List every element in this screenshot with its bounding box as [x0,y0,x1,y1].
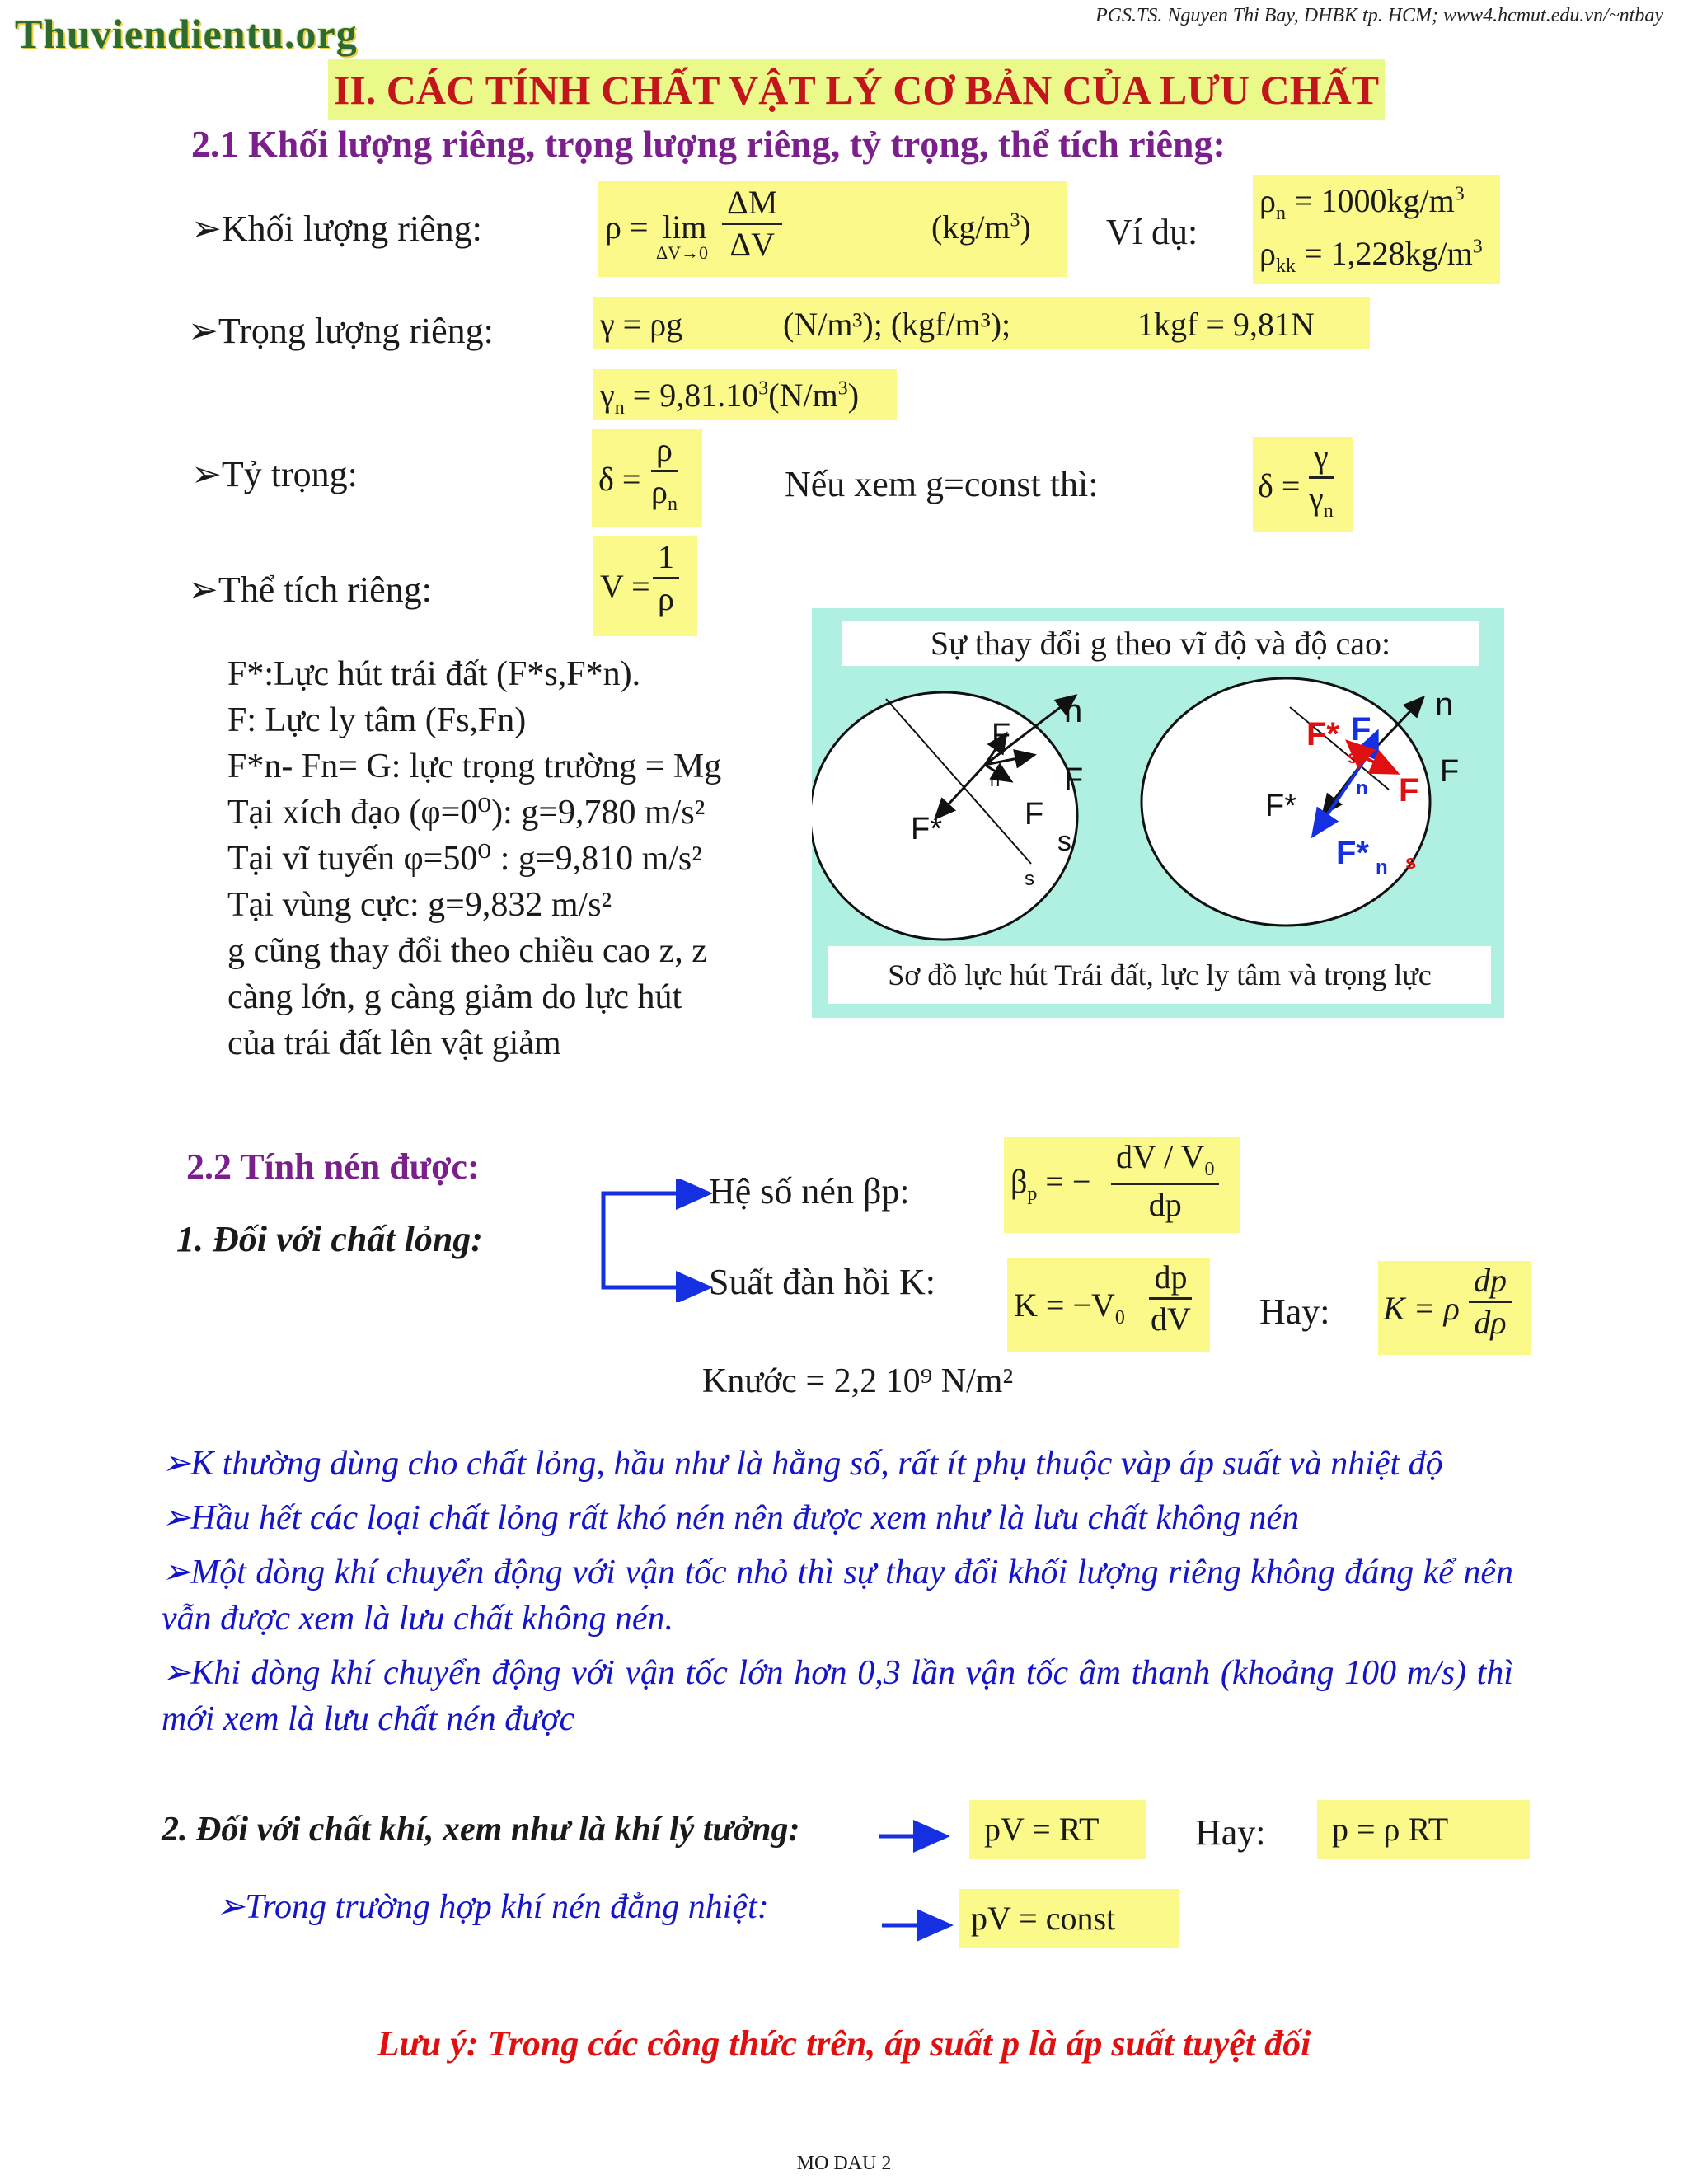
svg-text:s: s [1348,747,1358,767]
gravity-line: F*:Lực hút trái đất (F*s,F*n). [227,655,641,693]
water-bulk-modulus: Knước = 2,2 10⁹ N/m² [702,1362,1014,1400]
svg-text:n: n [1435,687,1454,723]
site-logo: Thuviendientu.org [15,11,358,57]
svg-text:F*: F* [1336,835,1369,871]
bullet-item: ➢K thường dùng cho chất lỏng, hầu như là hằng số, rất ít phụ thuộc vàp áp suất và nhiệt độ [162,1445,1443,1483]
author-credit: PGS.TS. Nguyen Thi Bay, DHBK tp. HCM; www4.hcmut.edu.vn/~ntbay [1095,5,1663,26]
earth-force-diagram [812,666,1504,946]
svg-text:n: n [1356,777,1368,799]
svg-text:s: s [1057,826,1071,857]
specific-weight-formula: γ = ρg (N/m³); (kgf/m³); 1kgf = 9,81N [593,297,1370,349]
svg-text:n: n [1376,856,1388,879]
svg-text:F: F [1399,772,1419,808]
gravity-line: g cũng thay đổi theo chiều cao z, z [227,932,707,970]
page-footer: MO DAU 2 [796,2153,892,2174]
svg-text:F: F [1440,754,1460,789]
svg-text:n: n [1064,693,1083,729]
svg-text:F*: F* [911,812,942,846]
gravity-line: càng lớn, g càng giảm do lực hút [227,978,682,1016]
specific-volume-formula: V = $\frac{1}{\rho}$ [593,536,697,636]
svg-text:F: F [1064,762,1084,797]
gravity-notes [227,651,721,1066]
gas-heading: 2. Đối với chất khí, xem như là khí lý tưởng: [162,1811,800,1849]
bullet-list [162,1441,1513,1742]
gravity-line: Tại xích đạo (φ=0⁰): g=9,780 m/s² [227,794,706,832]
isothermal-eq: pV = const [959,1889,1179,1948]
svg-text:F: F [1351,711,1372,748]
gravity-line: F*n- Fn= G: lực trọng trường = Mg [227,748,722,785]
compressibility-formula: $\beta_p$ = − $\frac{dV / V_0}{dp}$ [1004,1137,1240,1233]
liquid-heading: 1. Đối với chất lỏng: [176,1219,483,1259]
branch-bracket [600,1179,715,1302]
gravity-line: Tại vĩ tuyến φ=50⁰ : g=9,810 m/s² [227,840,702,878]
svg-text:F: F [1025,797,1044,832]
ideal-gas-eq: pV = RT [969,1800,1146,1859]
svg-text:F*: F* [1306,716,1339,752]
gravity-line: F: Lực ly tâm (Fs,Fn) [227,701,527,739]
specific-weight-label: ➢Trọng lượng riêng: [188,311,494,351]
svg-text:F: F [992,718,1011,752]
svg-text:F*: F* [1265,789,1296,823]
svg-text:s: s [1405,851,1417,874]
section-2-1-heading: 2.1 Khối lượng riêng, trọng lượng riêng, tỷ trọng, thể tích riêng: [191,123,1226,165]
bullet-item: ➢Một dòng khí chuyển động với vận tốc nhỏ thì sự thay đổi khối lượng riêng không đáng kể nên vẫn được xem là lưu chất không nén. [162,1554,1513,1638]
diagram-title: Sự thay đổi g theo vĩ độ và độ cao: [842,621,1479,666]
specific-gravity-formula: δ = $\frac{\rho}{\rho_n}$ [592,429,702,527]
const-g-note: Nếu xem g=const thì: [785,464,1099,504]
gravity-line: của trái đất lên vật giảm [227,1024,561,1062]
bulk-modulus-label: Suất đàn hồi K: [709,1262,935,1302]
svg-text:n: n [990,770,1001,790]
density-label: ➢Khối lượng riêng: [191,209,482,249]
svg-text:s: s [1025,868,1034,890]
bullet-item: ➢Khi dòng khí chuyển động với vận tốc lớn hơn 0,3 lần vận tốc âm thanh (khoảng 100 m/s) thì mới xem là lưu chất nén được [162,1654,1513,1738]
gravity-diagram [812,608,1504,1018]
ideal-gas-alt-eq: p = ρ RT [1317,1800,1530,1859]
isothermal-arrow [880,1909,954,1942]
diagram-caption: Sơ đồ lực hút Trái đất, lực ly tâm và trọng lực [828,946,1491,1004]
density-formula: ρ = lim ΔV→0 $\frac{\Delta M}{\Delta V}$ $(kg/m^3)$ [598,181,1067,277]
compressibility-label: Hệ số nén βp: [709,1171,910,1212]
example-label: Ví dụ: [1106,212,1198,252]
bullet-item: ➢Hầu hết các loại chất lỏng rất khó nén nên được xem như là lưu chất không nén [162,1499,1300,1537]
bulk-modulus-formula: $K = -V_0$ $\frac{dp}{dV}$ [1007,1258,1210,1352]
specific-gravity-label: ➢Tỷ trọng: [191,454,358,494]
section-2-2-heading: 2.2 Tính nén được: [186,1146,480,1187]
or-label-2: Hay: [1195,1812,1266,1853]
specific-gravity-alt-formula: δ = $\frac{\gamma}{\gamma_n}$ [1253,437,1353,532]
page-title: II. CÁC TÍNH CHẤT VẬT LÝ CƠ BẢN CỦA LƯU CHẤT [328,59,1385,120]
specific-volume-label: ➢Thể tích riêng: [188,569,432,610]
gamma-water: $\gamma_n = 9,81.10^3(N/m^3)$ [593,369,897,420]
gas-arrow [877,1820,951,1853]
gravity-line: Tại vùng cực: g=9,832 m/s² [227,886,612,924]
example-values: $\rho_n = 1000kg/m^3$ $\rho_{kk} = 1,228kg/m^3$ [1253,175,1500,284]
or-label-1: Hay: [1259,1291,1330,1332]
isothermal-label: ➢Trong trường hợp khí nén đẳng nhiệt: [216,1888,769,1926]
note: Lưu ý: Trong các công thức trên, áp suất p là áp suất tuyệt đối [377,2023,1311,2064]
bulk-modulus-alt-formula: K = ρ $\frac{dp}{d\rho}$ [1378,1261,1531,1355]
